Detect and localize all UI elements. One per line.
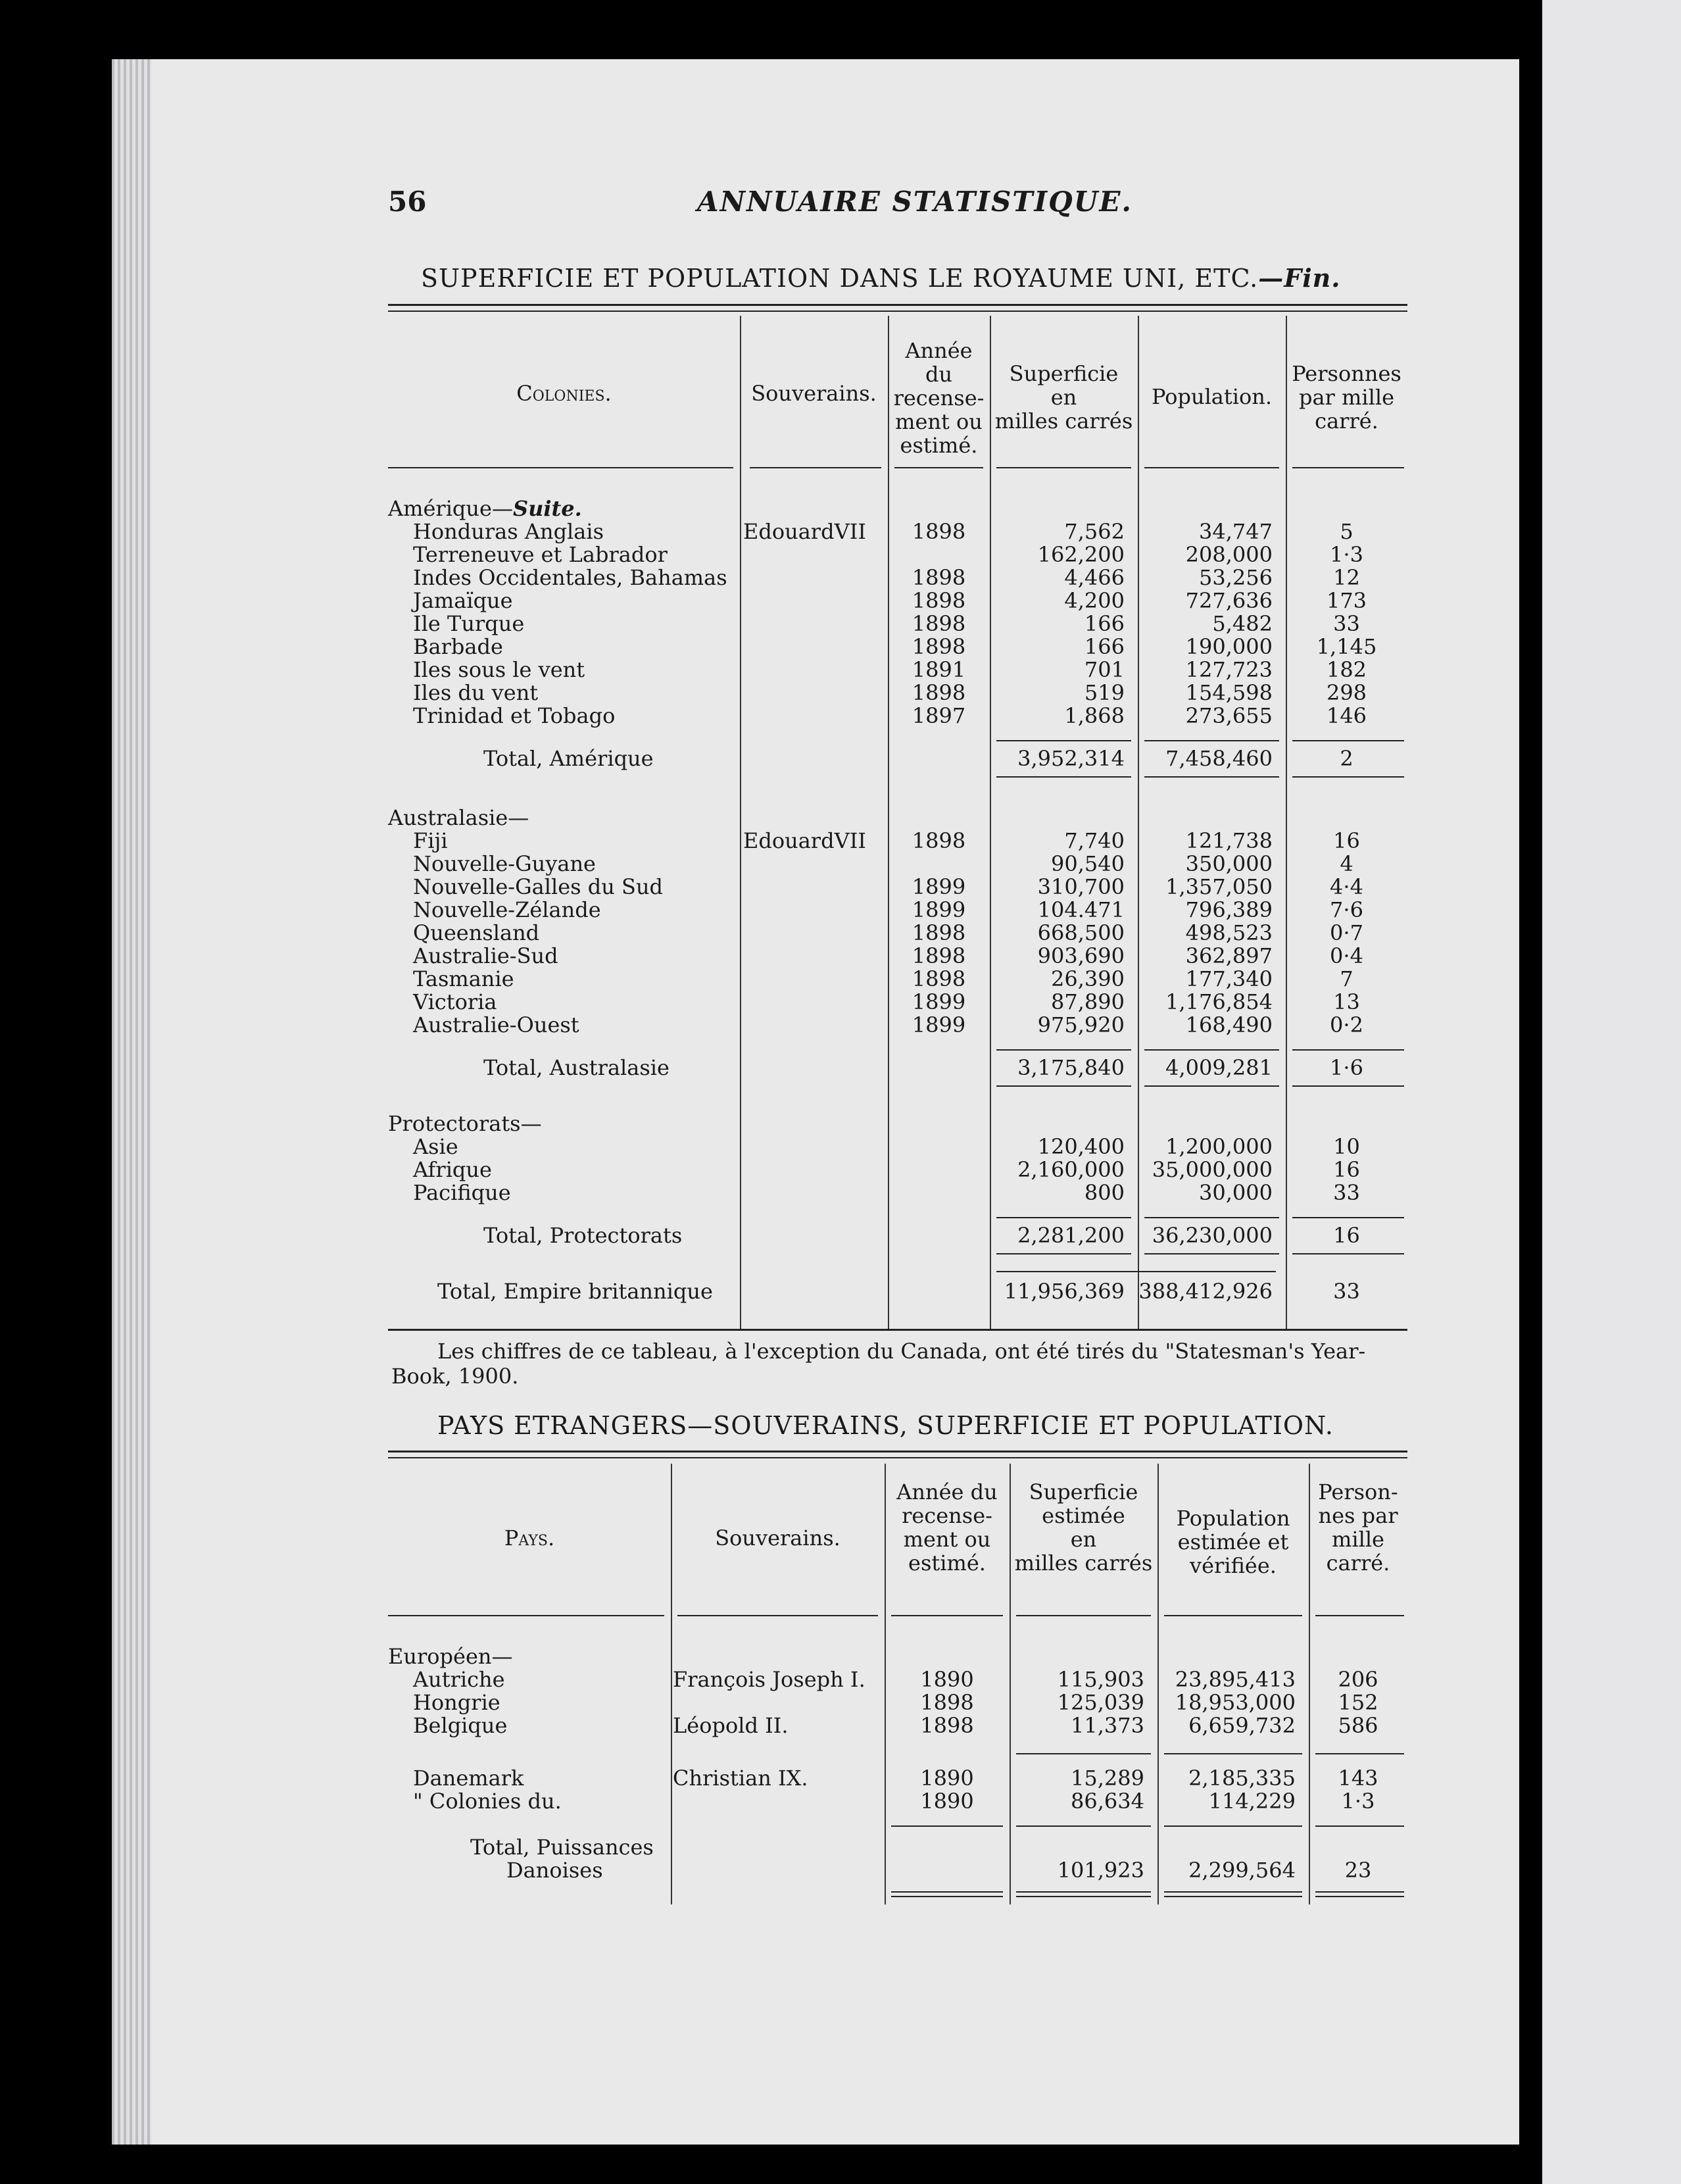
row-annee: 1898 bbox=[912, 920, 966, 945]
row-personnes: 7·6 bbox=[1330, 897, 1363, 922]
header-underline bbox=[996, 467, 1131, 468]
total-rule bbox=[1016, 1891, 1151, 1893]
row-personnes: 173 bbox=[1326, 588, 1367, 613]
row-annee: 1898 bbox=[912, 828, 966, 853]
row-population: 6,659,732 bbox=[1188, 1713, 1296, 1738]
row-annee: 1899 bbox=[912, 1012, 966, 1037]
row-superficie: 11,373 bbox=[1071, 1713, 1144, 1738]
row-annee: 1898 bbox=[912, 519, 966, 544]
row-population: 53,256 bbox=[1199, 565, 1273, 590]
total-label: Total, Amérique bbox=[483, 746, 654, 771]
row-name: Indes Occidentales, Bahamas bbox=[413, 565, 727, 590]
row-personnes: 586 bbox=[1338, 1713, 1378, 1738]
total-rule bbox=[996, 1253, 1131, 1254]
header-population: Population estimée et vérifiée. bbox=[1176, 1506, 1290, 1578]
table2-top-rule-2 bbox=[388, 1457, 1407, 1458]
group-label bbox=[388, 806, 529, 830]
row-population: 5,482 bbox=[1212, 611, 1273, 636]
row-personnes: 0·7 bbox=[1330, 920, 1363, 945]
subtotal-rule bbox=[891, 1825, 1003, 1827]
group-label-text: Australasie— bbox=[388, 805, 529, 830]
header-pays: Pays. bbox=[504, 1526, 555, 1551]
table1-bottom-rule bbox=[388, 1329, 1407, 1331]
header-souverains: Souverains. bbox=[751, 381, 877, 406]
row-population: 190,000 bbox=[1185, 634, 1273, 659]
total-rule bbox=[1292, 1085, 1404, 1087]
group-label bbox=[388, 497, 582, 520]
subtotal-rule bbox=[996, 1049, 1131, 1051]
total-personnes: 16 bbox=[1333, 1223, 1360, 1248]
total-population: 388,412,926 bbox=[1138, 1279, 1273, 1304]
subtotal-rule bbox=[1315, 1825, 1404, 1827]
total-rule bbox=[891, 1891, 1003, 1893]
total-personnes: 2 bbox=[1340, 746, 1353, 771]
row-superficie: 4,466 bbox=[1064, 565, 1125, 590]
row-annee: 1898 bbox=[912, 634, 966, 659]
subtotal-rule bbox=[996, 740, 1131, 741]
row-population: 1,200,000 bbox=[1165, 1134, 1273, 1159]
header-underline bbox=[1315, 1615, 1404, 1616]
row-population: 121,738 bbox=[1185, 828, 1273, 853]
row-population: 498,523 bbox=[1185, 920, 1273, 945]
header-underline bbox=[388, 1615, 664, 1616]
header-underline bbox=[388, 467, 733, 468]
row-superficie: 166 bbox=[1084, 611, 1125, 636]
row-name: Pacifique bbox=[413, 1180, 511, 1205]
row-name: Autriche bbox=[413, 1667, 505, 1692]
row-population: 18,953,000 bbox=[1175, 1690, 1296, 1715]
row-personnes: 1,145 bbox=[1316, 634, 1377, 659]
total-superficie: 3,952,314 bbox=[1017, 746, 1125, 771]
total-rule bbox=[1144, 1253, 1279, 1254]
row-population: 30,000 bbox=[1199, 1180, 1273, 1205]
row-annee: 1898 bbox=[920, 1690, 974, 1715]
total-population: 36,230,000 bbox=[1152, 1223, 1273, 1248]
row-name: Barbade bbox=[413, 634, 503, 659]
row-population: 1,176,854 bbox=[1165, 989, 1273, 1014]
subtotal-rule bbox=[1164, 1825, 1302, 1827]
header-underline bbox=[1144, 467, 1279, 468]
row-population: 127,723 bbox=[1185, 657, 1273, 682]
row-name: Jamaïque bbox=[413, 588, 513, 613]
total-superficie: 11,956,369 bbox=[1004, 1279, 1125, 1304]
row-personnes: 206 bbox=[1338, 1667, 1378, 1692]
row-personnes: 16 bbox=[1333, 1157, 1360, 1182]
row-annee: 1898 bbox=[912, 565, 966, 590]
table1-title bbox=[421, 263, 1341, 293]
subtotal-rule bbox=[1164, 1753, 1302, 1754]
row-annee: 1890 bbox=[920, 1667, 974, 1692]
row-name: Terreneuve et Labrador bbox=[413, 542, 668, 567]
group-label-text: Amérique— bbox=[388, 496, 513, 521]
row-annee: 1898 bbox=[912, 680, 966, 705]
row-annee: 1898 bbox=[912, 943, 966, 968]
row-name: Hongrie bbox=[413, 1690, 500, 1715]
binding-gutter bbox=[112, 59, 151, 2145]
row-personnes: 0·4 bbox=[1330, 943, 1363, 968]
row-annee: 1898 bbox=[912, 588, 966, 613]
row-name: Honduras Anglais bbox=[413, 519, 604, 544]
total-rule bbox=[891, 1896, 1003, 1897]
row-superficie: 1,868 bbox=[1064, 703, 1125, 728]
table1-column-divider bbox=[888, 316, 889, 1329]
row-name: Belgique bbox=[413, 1713, 508, 1738]
row-souverain: François Joseph I. bbox=[673, 1667, 865, 1692]
header-personnes: Person- nes par mille carré. bbox=[1318, 1479, 1398, 1576]
total-personnes: 23 bbox=[1344, 1858, 1372, 1883]
subtotal-rule bbox=[1292, 740, 1404, 741]
total-label: Total, Empire britannique bbox=[437, 1279, 713, 1304]
row-personnes: 0·2 bbox=[1330, 1012, 1363, 1037]
row-personnes: 12 bbox=[1333, 565, 1360, 590]
table1-top-rule bbox=[388, 304, 1407, 306]
table2-top-rule bbox=[388, 1451, 1407, 1452]
row-name: Iles sous le vent bbox=[413, 657, 585, 682]
subtotal-rule bbox=[1016, 1825, 1151, 1827]
subtotal-rule bbox=[1144, 1217, 1279, 1218]
row-name: " Colonies du. bbox=[413, 1789, 562, 1814]
row-population: 154,598 bbox=[1185, 680, 1273, 705]
table1-title-suffix: —Fin. bbox=[1258, 263, 1341, 293]
total-rule bbox=[1292, 776, 1404, 778]
row-superficie: 15,289 bbox=[1071, 1766, 1144, 1791]
row-annee: 1890 bbox=[920, 1766, 974, 1791]
total-label: Total, Australasie bbox=[483, 1055, 670, 1080]
row-population: 727,636 bbox=[1185, 588, 1273, 613]
row-personnes: 16 bbox=[1333, 828, 1360, 853]
row-personnes: 5 bbox=[1340, 519, 1353, 544]
header-personnes: Personnes par mille carré. bbox=[1292, 361, 1401, 434]
total-rule bbox=[1164, 1896, 1302, 1897]
row-personnes: 143 bbox=[1338, 1766, 1378, 1791]
row-name: Trinidad et Tobago bbox=[413, 703, 616, 728]
header-underline bbox=[894, 467, 983, 468]
total-label: Total, Protectorats bbox=[483, 1223, 683, 1248]
total-label-2: Danoises bbox=[506, 1858, 603, 1883]
row-superficie: 87,890 bbox=[1051, 989, 1125, 1014]
subtotal-rule bbox=[1292, 1049, 1404, 1051]
table1-top-rule-2 bbox=[388, 310, 1407, 312]
header-superficie: Superficie en milles carrés bbox=[994, 361, 1133, 434]
row-annee: 1899 bbox=[912, 874, 966, 899]
row-superficie: 2,160,000 bbox=[1017, 1157, 1125, 1182]
row-name: Danemark bbox=[413, 1766, 524, 1791]
total-label-1: Total, Puissances bbox=[470, 1835, 654, 1860]
row-superficie: 903,690 bbox=[1037, 943, 1125, 968]
row-personnes: 33 bbox=[1333, 1180, 1360, 1205]
total-population: 2,299,564 bbox=[1188, 1858, 1296, 1883]
row-personnes: 1·3 bbox=[1330, 542, 1363, 567]
row-population: 23,895,413 bbox=[1175, 1667, 1296, 1692]
row-population: 208,000 bbox=[1185, 542, 1273, 567]
row-superficie: 310,700 bbox=[1037, 874, 1125, 899]
total-personnes: 33 bbox=[1333, 1279, 1360, 1304]
row-souverain: EdouardVII bbox=[743, 519, 866, 544]
total-rule bbox=[1144, 1085, 1279, 1087]
row-personnes: 4 bbox=[1340, 851, 1353, 876]
header-superficie: Superficie estimée en milles carrés bbox=[1014, 1479, 1153, 1576]
row-superficie: 125,039 bbox=[1057, 1690, 1144, 1715]
row-superficie: 519 bbox=[1084, 680, 1125, 705]
subtotal-rule bbox=[1315, 1753, 1404, 1754]
table1-column-divider bbox=[740, 316, 741, 1329]
header-underline bbox=[1016, 1615, 1151, 1616]
row-name: Victoria bbox=[413, 989, 497, 1014]
row-population: 273,655 bbox=[1185, 703, 1273, 728]
header-underline bbox=[1292, 467, 1404, 468]
row-name: Queensland bbox=[413, 920, 540, 945]
group-label-suffix: Suite. bbox=[512, 496, 582, 521]
row-superficie: 115,903 bbox=[1057, 1667, 1144, 1692]
total-rule bbox=[1292, 1253, 1404, 1254]
row-population: 114,229 bbox=[1208, 1789, 1296, 1814]
header-underline bbox=[677, 1615, 878, 1616]
row-personnes: 7 bbox=[1340, 966, 1353, 991]
row-annee: 1890 bbox=[920, 1789, 974, 1814]
row-superficie: 104.471 bbox=[1037, 897, 1125, 922]
row-name: Nouvelle-Zélande bbox=[413, 897, 601, 922]
row-population: 168,490 bbox=[1185, 1012, 1273, 1037]
total-rule bbox=[996, 776, 1131, 778]
row-population: 1,357,050 bbox=[1165, 874, 1273, 899]
row-superficie: 7,562 bbox=[1064, 519, 1125, 544]
group-label: Européen— bbox=[388, 1644, 513, 1669]
row-personnes: 10 bbox=[1333, 1134, 1360, 1159]
total-superficie: 3,175,840 bbox=[1017, 1055, 1125, 1080]
grand-total-rule bbox=[996, 1271, 1276, 1272]
row-population: 35,000,000 bbox=[1152, 1157, 1273, 1182]
header-underline bbox=[1164, 1615, 1302, 1616]
row-superficie: 668,500 bbox=[1037, 920, 1125, 945]
row-personnes: 1·3 bbox=[1341, 1789, 1375, 1814]
row-superficie: 166 bbox=[1084, 634, 1125, 659]
row-name: Australie-Ouest bbox=[413, 1012, 579, 1037]
total-population: 4,009,281 bbox=[1165, 1055, 1273, 1080]
total-rule bbox=[1315, 1891, 1404, 1893]
row-name: Fiji bbox=[413, 828, 448, 853]
row-superficie: 86,634 bbox=[1071, 1789, 1144, 1814]
row-name: Afrique bbox=[413, 1157, 492, 1182]
facing-page-edge bbox=[1542, 0, 1681, 2184]
row-superficie: 162,200 bbox=[1037, 542, 1125, 567]
header-underline bbox=[891, 1615, 1003, 1616]
row-souverain: Christian IX. bbox=[673, 1766, 808, 1791]
total-superficie: 101,923 bbox=[1057, 1858, 1144, 1883]
total-rule bbox=[996, 1085, 1131, 1087]
row-superficie: 701 bbox=[1084, 657, 1125, 682]
row-annee: 1899 bbox=[912, 897, 966, 922]
row-personnes: 13 bbox=[1333, 989, 1360, 1014]
total-superficie: 2,281,200 bbox=[1017, 1223, 1125, 1248]
row-souverain: Léopold II. bbox=[673, 1713, 789, 1738]
row-population: 362,897 bbox=[1185, 943, 1273, 968]
row-name: Australie-Sud bbox=[413, 943, 558, 968]
row-personnes: 4·4 bbox=[1330, 874, 1363, 899]
header-souverains: Souverains. bbox=[715, 1526, 840, 1551]
header-annee: Année du recense- ment ou estimé. bbox=[893, 338, 985, 458]
table1-title-text: SUPERFICIE ET POPULATION DANS LE ROYAUME UNI, ETC. bbox=[421, 264, 1259, 293]
row-annee: 1899 bbox=[912, 989, 966, 1014]
running-title: ANNUAIRE STATISTIQUE. bbox=[697, 186, 1133, 218]
row-population: 2,185,335 bbox=[1188, 1766, 1296, 1791]
row-superficie: 120,400 bbox=[1037, 1134, 1125, 1159]
subtotal-rule bbox=[1292, 1217, 1404, 1218]
row-superficie: 4,200 bbox=[1064, 588, 1125, 613]
header-population: Population. bbox=[1151, 384, 1273, 409]
row-name: Ile Turque bbox=[413, 611, 525, 636]
total-rule bbox=[1144, 776, 1279, 778]
row-name: Tasmanie bbox=[413, 966, 514, 991]
footnote: Les chiffres de ce tableau, à l'exception du Canada, ont été tirés du "Statesman's Year-Book, 1900. bbox=[391, 1339, 1366, 1389]
row-annee: 1891 bbox=[912, 657, 966, 682]
page-number: 56 bbox=[388, 186, 427, 218]
header-annee: Année du recense- ment ou estimé. bbox=[896, 1479, 998, 1576]
row-population: 34,747 bbox=[1199, 519, 1273, 544]
total-rule bbox=[1016, 1896, 1151, 1897]
row-superficie: 90,540 bbox=[1051, 851, 1125, 876]
row-annee: 1898 bbox=[920, 1713, 974, 1738]
row-superficie: 26,390 bbox=[1051, 966, 1125, 991]
group-label bbox=[388, 1112, 542, 1135]
row-name: Asie bbox=[413, 1134, 458, 1159]
row-personnes: 33 bbox=[1333, 611, 1360, 636]
header-colonies: Colonies. bbox=[516, 381, 612, 406]
total-population: 7,458,460 bbox=[1165, 746, 1273, 771]
total-rule bbox=[1315, 1896, 1404, 1897]
row-personnes: 146 bbox=[1326, 703, 1367, 728]
subtotal-rule bbox=[996, 1217, 1131, 1218]
row-souverain: EdouardVII bbox=[743, 828, 866, 853]
row-personnes: 298 bbox=[1326, 680, 1367, 705]
row-annee: 1897 bbox=[912, 703, 966, 728]
subtotal-rule bbox=[1144, 740, 1279, 741]
subtotal-rule bbox=[1144, 1049, 1279, 1051]
row-personnes: 182 bbox=[1326, 657, 1367, 682]
row-personnes: 152 bbox=[1338, 1690, 1378, 1715]
row-name: Nouvelle-Guyane bbox=[413, 851, 596, 876]
row-population: 796,389 bbox=[1185, 897, 1273, 922]
row-name: Nouvelle-Galles du Sud bbox=[413, 874, 664, 899]
row-superficie: 800 bbox=[1084, 1180, 1125, 1205]
group-label-text: Protectorats— bbox=[388, 1111, 542, 1136]
header-underline bbox=[750, 467, 881, 468]
row-superficie: 975,920 bbox=[1037, 1012, 1125, 1037]
total-personnes: 1·6 bbox=[1330, 1055, 1363, 1080]
row-name: Iles du vent bbox=[413, 680, 539, 705]
total-rule bbox=[1164, 1891, 1302, 1893]
table2-title: PAYS ETRANGERS—SOUVERAINS, SUPERFICIE ET POPULATION. bbox=[437, 1411, 1334, 1440]
row-superficie: 7,740 bbox=[1064, 828, 1125, 853]
subtotal-rule bbox=[1016, 1753, 1151, 1754]
row-population: 177,340 bbox=[1185, 966, 1273, 991]
row-annee: 1898 bbox=[912, 611, 966, 636]
row-population: 350,000 bbox=[1185, 851, 1273, 876]
row-annee: 1898 bbox=[912, 966, 966, 991]
